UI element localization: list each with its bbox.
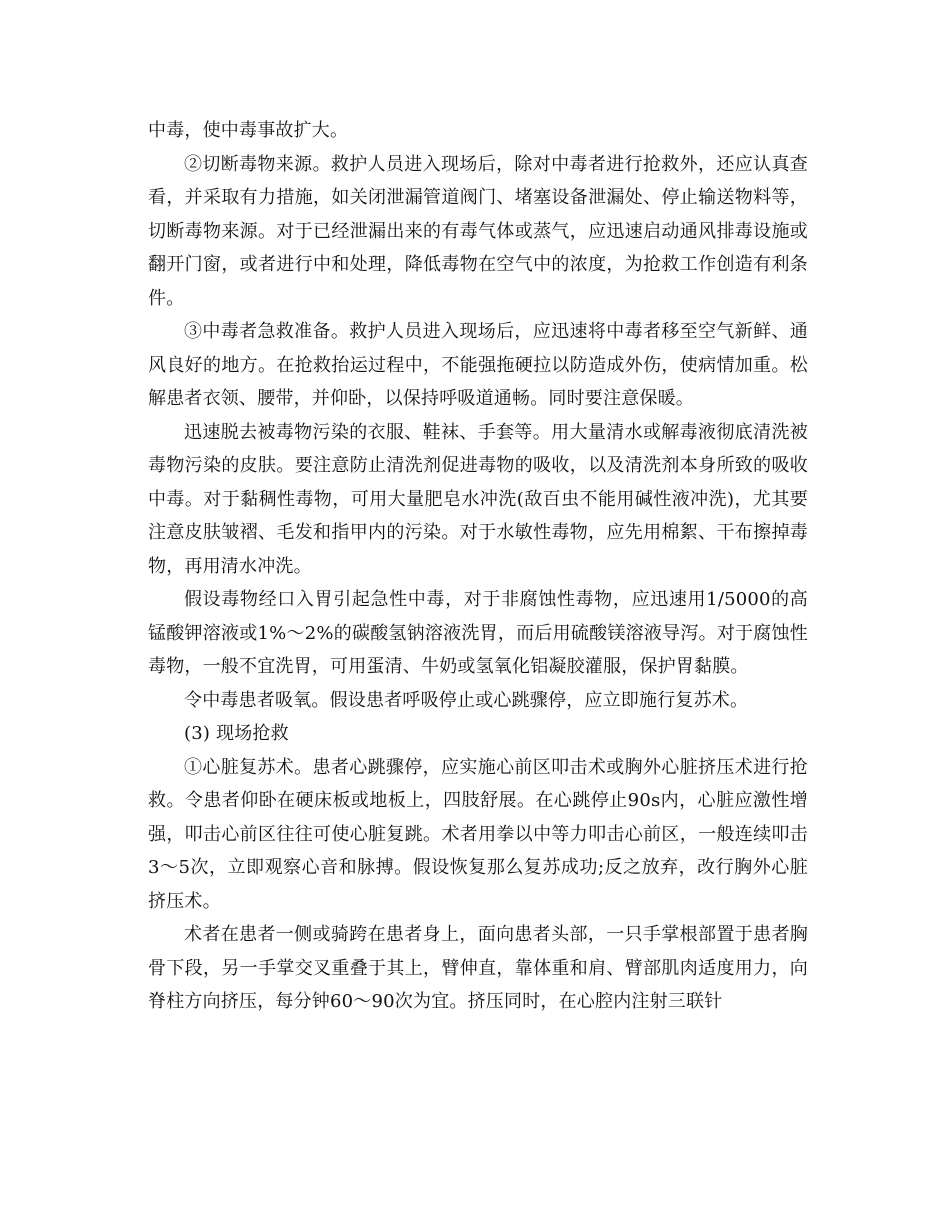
section-heading-onsite-rescue: (3) 现场抢救 bbox=[184, 723, 289, 744]
paragraph-cut-off-source: ②切断毒物来源。救护人员进入现场后，除对中毒者进行抢救外，还应认真查看，并采取有力措施，如关闭泄漏管道阀门、堵塞设备泄漏处、停止输送物料等，切断毒物来源。对于已经泄漏出来的有毒气体或蒸气，应迅速启动通风排毒设施或翻开门窗，或者进行中和处理，降低毒物在空气中的浓度，为抢救工作创造有利条件。 bbox=[148, 153, 808, 309]
document-body bbox=[148, 114, 808, 1019]
paragraph-oxygen: 令中毒患者吸氧。假设患者呼吸停止或心跳骤停，应立即施行复苏术。 bbox=[184, 689, 749, 711]
paragraph-oral-poisoning: 假设毒物经口入胃引起急性中毒，对于非腐蚀性毒物，应迅速用1/5000的高锰酸钾溶液或1%～2%的碳酸氢钠溶液洗胃，而后用硫酸镁溶液导泻。对于腐蚀性毒物，一般不宜洗胃，可用蛋清、牛奶或氢氧化铝凝胶灌服，保护胃黏膜。 bbox=[148, 589, 808, 677]
paragraph-first-aid-prep: ③中毒者急救准备。救护人员进入现场后，应迅速将中毒者移至空气新鲜、通风良好的地方。在抢救抬运过程中，不能强拖硬拉以防造成外伤，使病情加重。松解患者衣领、腰带，并仰卧，以保持呼吸道通畅。同时要注意保暖。 bbox=[148, 321, 808, 409]
paragraph-chest-compression: 术者在患者一侧或骑跨在患者身上，面向患者头部，一只手掌根部置于患者胸骨下段，另一手掌交叉重叠于其上，臂伸直，靠体重和肩、臂部肌肉适度用力，向脊柱方向挤压，每分钟60～90次为宜。挤压同时，在心腔内注射三联针 bbox=[148, 924, 808, 1012]
paragraph-decontamination: 迅速脱去被毒物污染的衣服、鞋袜、手套等。用大量清水或解毒液彻底清洗被毒物污染的皮肤。要注意防止清洗剂促进毒物的吸收，以及清洗剂本身所致的吸收中毒。对于黏稠性毒物，可用大量肥皂水冲洗(敌百虫不能用碱性液冲洗)，尤其要注意皮肤皱褶、毛发和指甲内的污染。对于水敏性毒物，应先用棉絮、干布擦掉毒物，再用清水冲洗。 bbox=[148, 421, 808, 577]
paragraph-cardiac-resuscitation: ①心脏复苏术。患者心跳骤停，应实施心前区叩击术或胸外心脏挤压术进行抢救。令患者仰卧在硬床板或地板上，四肢舒展。在心跳停止90s内，心脏应激性增强，叩击心前区往往可使心脏复跳。术者用拳以中等力叩击心前区，一般连续叩击3～5次，立即观察心音和脉搏。假设恢复那么复苏成功;反之放弃，改行胸外心脏挤压术。 bbox=[148, 756, 808, 912]
paragraph-continuation: 中毒，使中毒事故扩大。 bbox=[148, 120, 349, 141]
